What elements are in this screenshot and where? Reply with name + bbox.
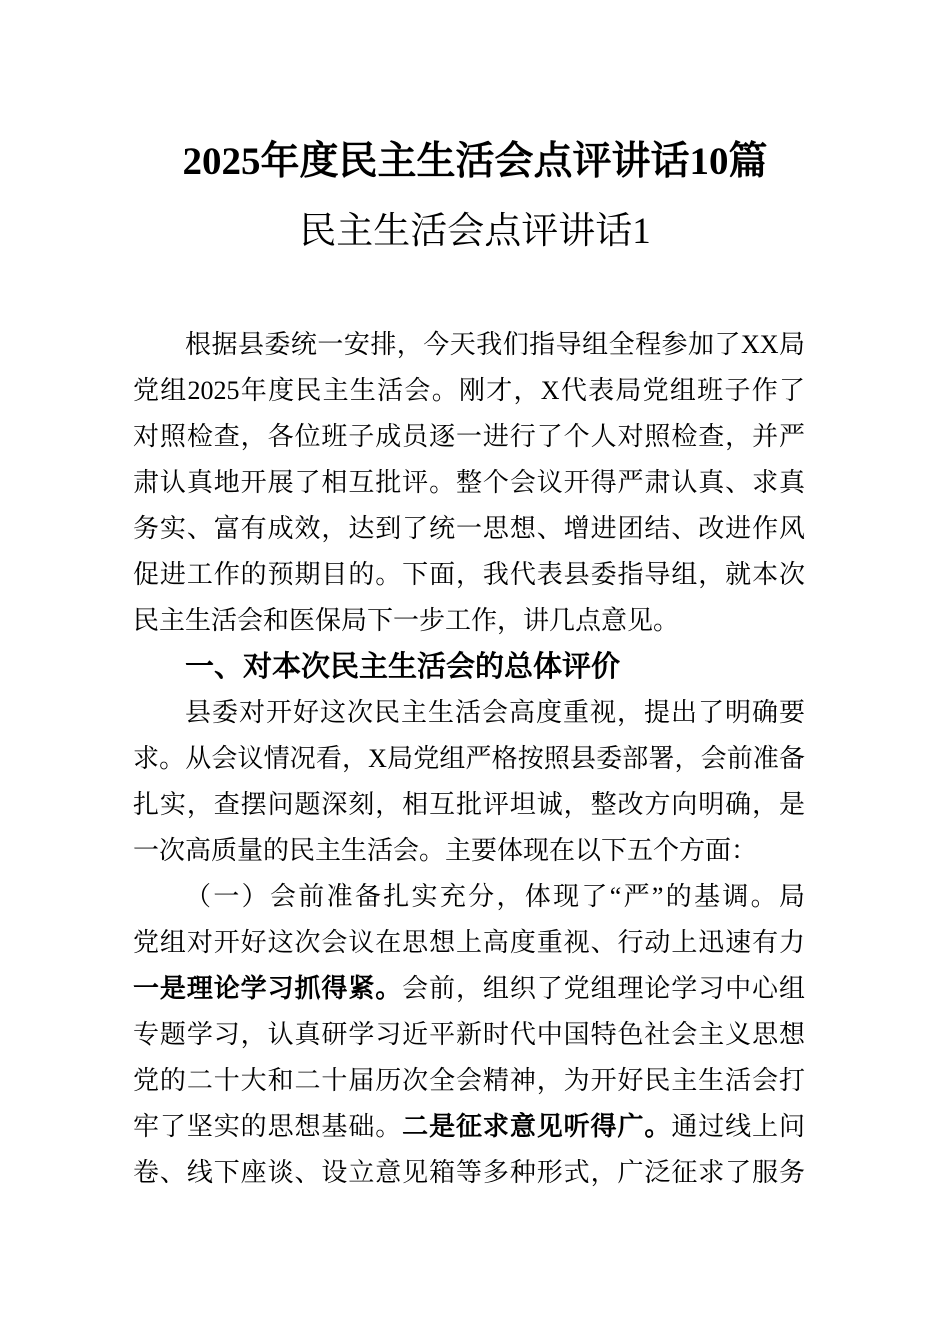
body-text: 党的二十大和二十届历次全会精神，为开好民主生活会打 [133,1066,805,1095]
body-text: 牢了坚实的思想基础。 [133,1112,403,1141]
body-text: （一）会前准备扎实充分，体现了“严”的基调。局 [185,882,805,911]
emphasized-text: 一是理论学习抓得紧。 [133,974,403,1003]
text-line [133,552,805,598]
body-text: 根据县委统一安排，今天我们指导组全程参加了XX局 [185,330,805,359]
body-text: 一、对本次民主生活会的总体评价 [185,651,621,683]
text-line [133,690,805,736]
text-line [133,920,805,966]
text-line [133,828,805,874]
body-text: 通过线上问 [671,1112,805,1141]
body-text: 党组对开好这次会议在思想上高度重视、行动上迅速有力 [133,928,805,957]
body-text: 扎实，查摆问题深刻，相互批评坦诚，整改方向明确，是 [133,790,805,819]
text-line [133,368,805,414]
body-text: 民主生活会和医保局下一步工作，讲几点意见。 [133,606,680,635]
text-line [133,414,805,460]
text-line [133,966,805,1012]
body-text: 促进工作的预期目的。下面，我代表县委指导组，就本次 [133,560,805,589]
text-line [133,736,805,782]
body-text: 对照检查，各位班子成员逐一进行了个人对照检查，并严 [133,422,805,451]
text-line [133,460,805,506]
text-line [133,1104,805,1150]
body-text: 求。从会议情况看，X局党组严格按照县委部署，会前准备 [133,744,805,773]
emphasized-text: 二是征求意见听得广。 [402,1112,672,1141]
body-text: 肃认真地开展了相互批评。整个会议开得严肃认真、求真 [133,468,805,497]
body-text: 县委对开好这次民主生活会高度重视，提出了明确要 [185,698,805,727]
text-line [133,1150,805,1196]
document-title: 2025年度民主生活会点评讲话10篇 [182,140,768,183]
body-text: 党组2025年度民主生活会。刚才，X代表局党组班子作了 [133,376,805,405]
document-subtitle: 民主生活会点评讲话1 [299,211,651,252]
text-line [133,506,805,552]
section-heading [133,644,805,690]
text-line [133,874,805,920]
body-text: 务实、富有成效，达到了统一思想、增进团结、改进作风 [133,514,805,543]
text-line [133,1012,805,1058]
text-line [133,322,805,368]
document-body [133,322,805,1196]
body-text: 会前，组织了党组理论学习中心组 [402,974,805,1003]
text-line [133,598,805,644]
text-line [133,782,805,828]
body-text: 一次高质量的民主生活会。主要体现在以下五个方面： [133,836,758,865]
body-text: 卷、线下座谈、设立意见箱等多种形式，广泛征求了服务 [133,1158,805,1187]
text-line [133,1058,805,1104]
body-text: 专题学习，认真研学习近平新时代中国特色社会主义思想 [133,1020,805,1049]
